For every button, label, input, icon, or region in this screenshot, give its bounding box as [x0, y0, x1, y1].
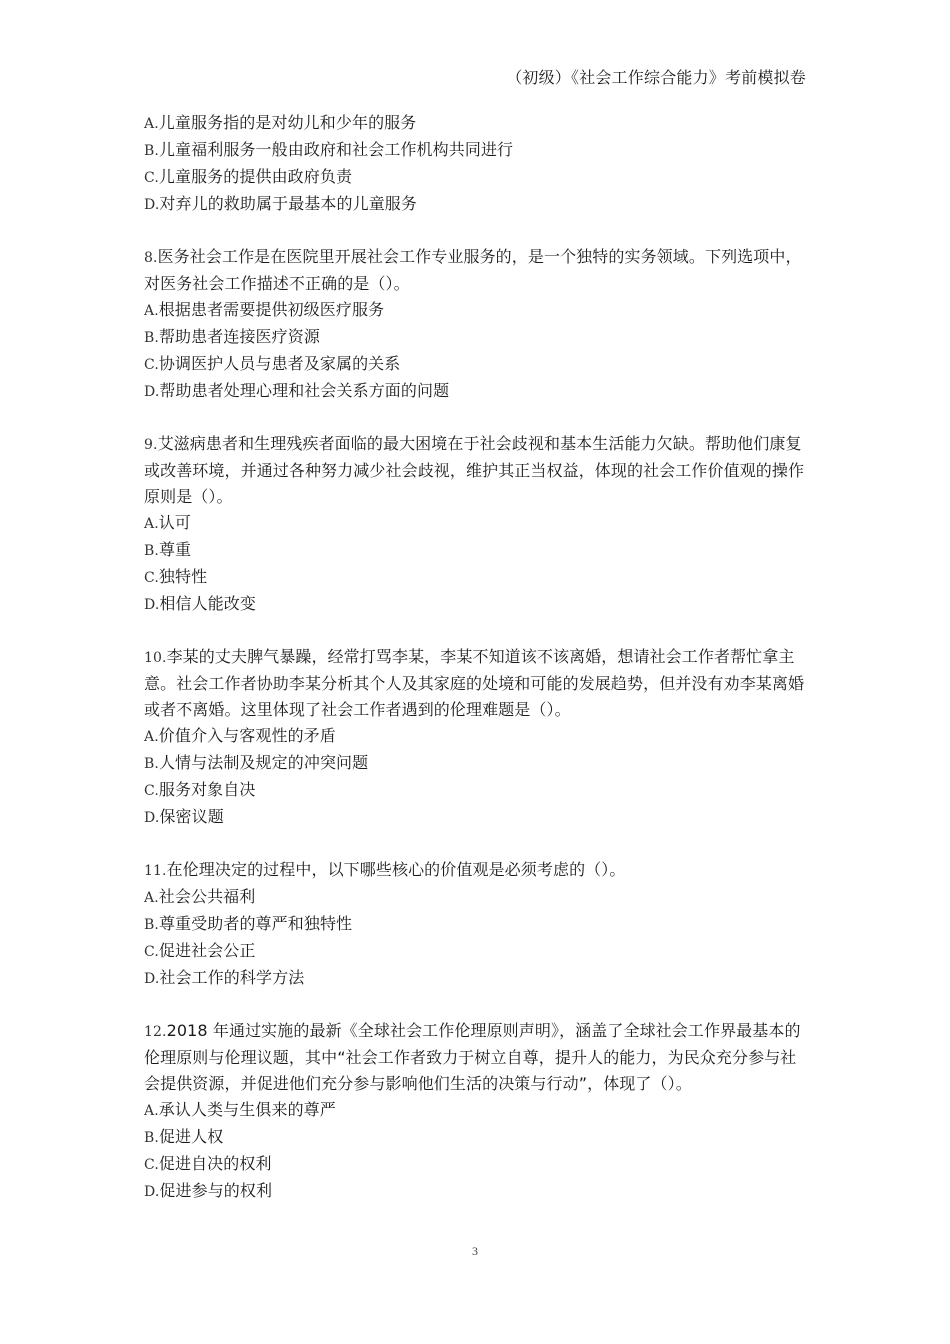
option-b: B.尊重受助者的尊严和独特性	[144, 914, 353, 933]
question-list	[144, 110, 810, 1231]
option-a: A.社会公共福利	[144, 887, 256, 906]
question-stem: 9.艾滋病患者和生理残疾者面临的最大困境在于社会歧视和基本生活能力欠缺。帮助他们康复或改善环境，并通过各种努力减少社会歧视，维护其正当权益，体现的社会工作价值观的操作原则是（）。	[144, 434, 805, 506]
option-c: C.服务对象自决	[144, 780, 256, 799]
option-a: A.承认人类与生俱来的尊严	[144, 1100, 336, 1119]
option-d: D.帮助患者处理心理和社会关系方面的问题	[144, 381, 450, 400]
question-stem: 11.在伦理决定的过程中，以下哪些核心的价值观是必须考虑的（）。	[144, 860, 626, 879]
page-header-title: （初级）《社会工作综合能力》考前模拟卷	[506, 68, 806, 87]
question-stem: 10.李某的丈夫脾气暴躁，经常打骂李某，李某不知道该不该离婚，想请社会工作者帮忙拿主意。社会工作者协助李某分析其个人及其家庭的处境和可能的发展趋势，但并没有劝李某离婚或者不离婚。这里体现了社会工作者遇到的伦理难题是（）。	[144, 647, 805, 719]
option-a: A.认可	[144, 513, 191, 532]
question-9	[144, 431, 810, 618]
option-c: C.促进社会公正	[144, 941, 256, 960]
option-c: C.协调医护人员与患者及家属的关系	[144, 354, 401, 373]
question-7-continued	[144, 110, 810, 218]
option-c: C.促进自决的权利	[144, 1154, 272, 1173]
option-b: B.人情与法制及规定的冲突问题	[144, 753, 369, 772]
option-b: B.帮助患者连接医疗资源	[144, 327, 320, 346]
question-12	[144, 1018, 810, 1205]
option-a: A.根据患者需要提供初级医疗服务	[144, 300, 385, 319]
option-d: D.保密议题	[144, 807, 224, 826]
option-a: A.价值介入与客观性的矛盾	[144, 726, 336, 745]
question-stem: 12.2018 年通过实施的最新《全球社会工作伦理原则声明》，涵盖了全球社会工作界最基本的伦理原则与伦理议题，其中“社会工作者致力于树立自尊，提升人的能力，为民众充分参与社会提供资源，并促进他们充分参与影响他们生活的决策与行动”，体现了（）。	[144, 1021, 801, 1093]
question-10	[144, 644, 810, 831]
option-b: B.儿童福利服务一般由政府和社会工作机构共同进行	[144, 140, 514, 159]
question-8	[144, 244, 810, 405]
option-d: D.社会工作的科学方法	[144, 968, 305, 987]
option-d: D.相信人能改变	[144, 594, 256, 613]
question-stem: 8.医务社会工作是在医院里开展社会工作专业服务的，是一个独特的实务领域。下列选项中，对医务社会工作描述不正确的是（）。	[144, 247, 802, 293]
option-a: A.儿童服务指的是对幼儿和少年的服务	[144, 113, 417, 132]
option-d: D.对弃儿的救助属于最基本的儿童服务	[144, 194, 417, 213]
option-c: C.独特性	[144, 567, 208, 586]
question-11	[144, 857, 810, 992]
option-b: B.尊重	[144, 540, 192, 559]
page-number: 3	[472, 1244, 478, 1258]
option-c: C.儿童服务的提供由政府负责	[144, 167, 353, 186]
option-d: D.促进参与的权利	[144, 1181, 273, 1200]
option-b: B.促进人权	[144, 1127, 224, 1146]
